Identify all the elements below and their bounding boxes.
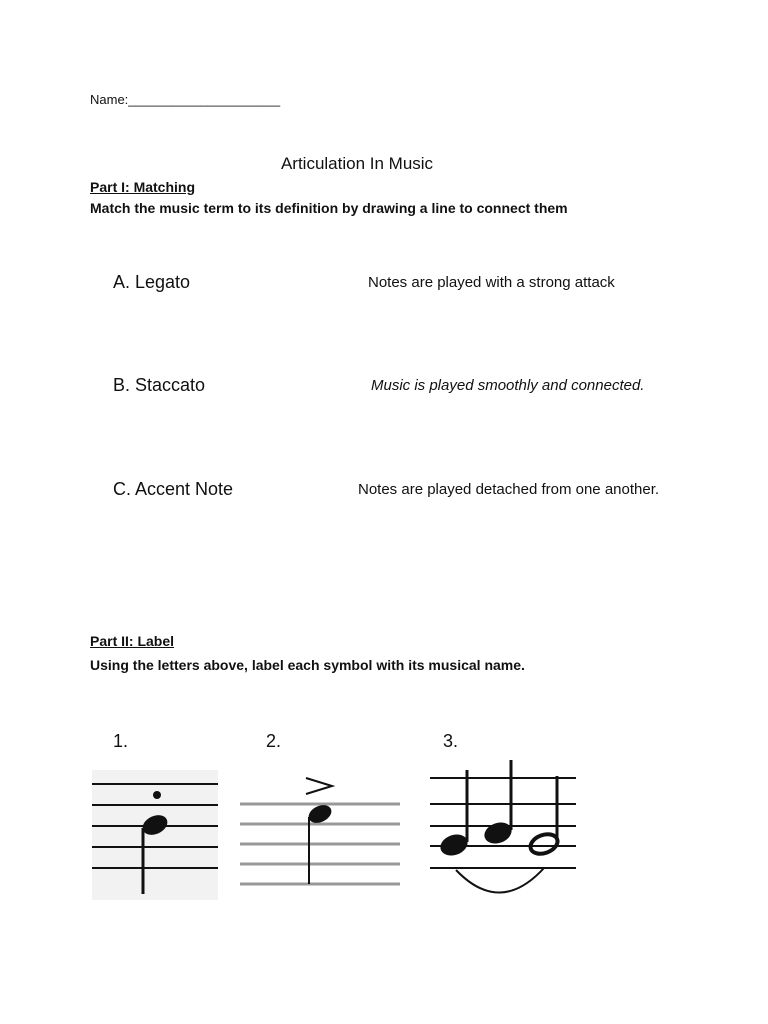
- page-title: Articulation In Music: [280, 154, 434, 173]
- legato-slur-icon: [430, 758, 576, 896]
- name-field[interactable]: Name:_____________________: [90, 92, 281, 107]
- term-legato: A. Legato: [113, 272, 191, 292]
- definition-smooth-connected: Music is played smoothly and connected.: [371, 377, 645, 394]
- term-staccato: B. Staccato: [113, 375, 206, 395]
- definition-strong-attack: Notes are played with a strong attack: [368, 274, 615, 291]
- definition-detached: Notes are played detached from one another.: [358, 481, 660, 498]
- part1-instruction: Match the music term to its definition by drawing a line to connect them: [90, 200, 568, 216]
- symbol-number-1: 1.: [113, 731, 129, 751]
- part2-instruction: Using the letters above, label each symbol with its musical name.: [90, 657, 525, 673]
- part2-heading: Part II: Label: [90, 633, 175, 649]
- term-accent-note: C. Accent Note: [113, 479, 234, 499]
- symbol-number-2: 2.: [266, 731, 282, 751]
- staccato-note-icon: [92, 770, 218, 900]
- part1-heading: Part I: Matching: [90, 179, 196, 195]
- symbol-number-3: 3.: [443, 731, 459, 751]
- accent-note-icon: [240, 772, 400, 890]
